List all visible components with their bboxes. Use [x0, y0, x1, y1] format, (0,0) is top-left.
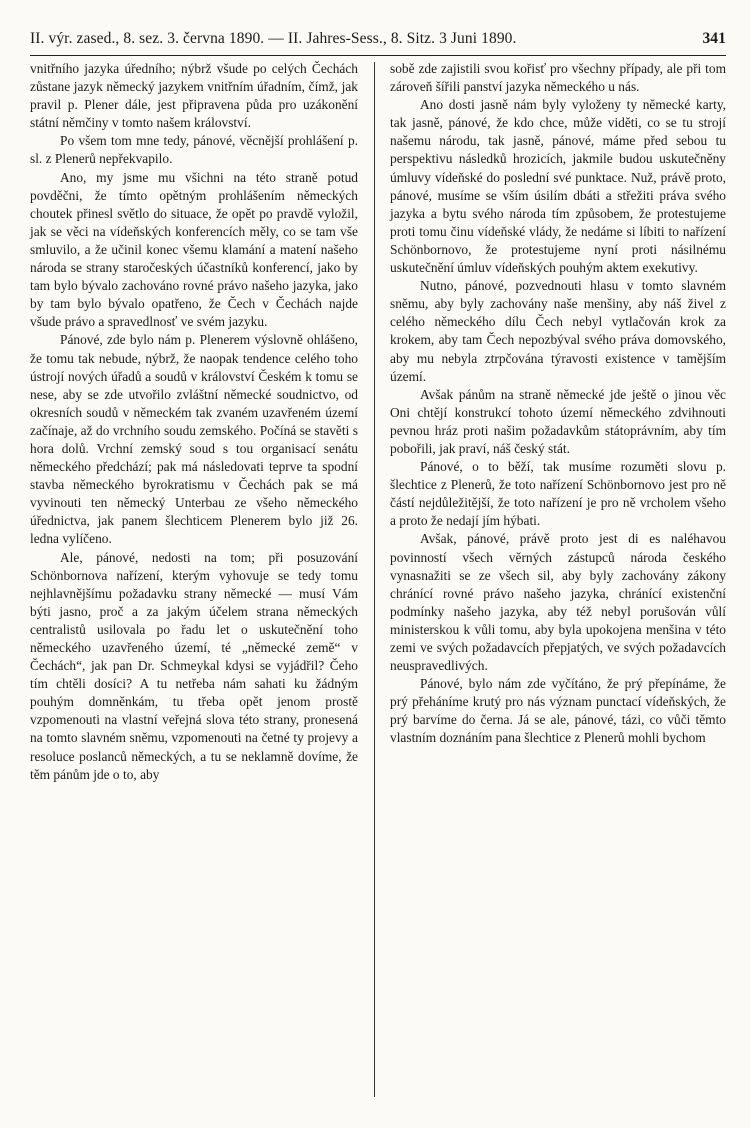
header-rule — [30, 55, 726, 56]
paragraph: Ano dosti jasně nám byly vyloženy ty německé karty, tak jasně, pánové, že kdo chce, může viděti, co se tu strojí našemu národu, tak jasně, pánové, máme před sebou tu perspektivu následků hrozicích, jakmile budou uskutečněny úmluvy vídeňské do poslední své punktace. Nuž, právě proto, pánové, musíme se vším úsilím dbáti a střežiti práva svého jazyka a bytu svého národa tím způsobem, že protestujeme proti tomu činu vídeňské vlády, že nedáme si líbiti to nařízení Schönbornovo, že protestujeme nyní proti násilnému uskutečnění úmluv vídeňských pouhým aktem exekutivy. — [390, 97, 726, 276]
right-column — [390, 60, 726, 748]
header-dash: — — [268, 30, 284, 47]
paragraph: Avšak pánům na straně německé jde ještě o jinou věc Oni chtějí konstrukcí tohoto území německého zdvihnouti pevnou hráz proti našim požadavkům státoprávním, aby tím pobořili, jak praví, náš český stát. — [390, 386, 726, 456]
header-czech-text: II. výr. zased., 8. sez. 3. června 1890. — [30, 30, 265, 47]
paragraph: Pánové, bylo nám zde vyčítáno, že prý přepínáme, že prý přeháníme krutý pro nás význam punctací vídeňských, že prý barvíme do černa. Já se ale, pánové, tázi, co vůči těmto vlastním doznáním pana šlechtice z Plenerů mohli bychom — [390, 676, 726, 746]
paragraph: sobě zde zajistili svou kořisť pro všechny případy, ale při tom zároveň šířili panství jazyka německého u nás. — [390, 61, 726, 95]
paragraph: vnitřního jazyka úředního; nýbrž všude po celých Čechách zůstane jazyk německý jazykem vnitřním úřadním, čímž, jak pravil p. Plener dále, jest připravena půda pro uzákonění státní němčiny v tomto našem království. — [30, 61, 358, 131]
paragraph: Avšak, pánové, právě proto jest di es naléhavou povinností všech věrných zástupců národa českého vynasnažiti se ze všech sil, aby byly zachovány zákony chránící rovné právo našeho jazyka, chránící existenční podmínky našeho jazyka, aby též nebyl porušován vůlí ministerskou k vůli tomu, aby byla upokojena menšina v této zemi ve svých požadavcích přepjatých, ve svých požadavcích neuspravedlivých. — [390, 531, 726, 674]
paragraph: Po všem tom mne tedy, pánové, věcnější prohlášení p. sl. z Plenerů nepřekvapilo. — [30, 133, 358, 167]
header-german-text: II. Jahres-Sess., 8. Sitz. 3 Juni 1890. — [287, 30, 517, 47]
column-divider — [374, 62, 375, 1097]
header-czech — [30, 30, 517, 48]
page-header — [30, 30, 726, 48]
paragraph: Ano, my jsme mu všichni na této straně potud povděčni, že tímto opětným prohlášením německých choutek přinesl světlo do situace, že opět po pravdě vyložil, jak se věci na vídeňských konferencích měly, co se tam vše smluvilo, a že učinil konec všemu klamání a matení našeho národa se strany staročeských účastníků konferencí, jako by tam bylo bývalo zachováno rovné právo našeho jazyka, jako by tam bylo bývalo opatřeno, že Čech v Čechách najde všude právo a spravedlnosť ve svém jazyku. — [30, 169, 358, 330]
text-columns — [30, 60, 726, 1100]
paragraph: Ale, pánové, nedosti na tom; při posuzování Schönbornova nařízení, kterým vyhovuje se tedy tomu nejhlavnějšímu požadavku strany německé — musí Vám býti jasno, proč a za jakým účelem strana německých centralistů usilovala po řadu let o uskutečnění toho německého uzavřeného území, té „německé země“ v Čechách“, jak pan Dr. Schmeykal kdysi se vyjádřil? Čeho tím chtěli dosíci? A tu netřeba nám sahati ku žádným pouhým domněnkám, tu třeba opět jenom prostě vzpomenouti na vlastní veřejná slova této strany, pronesená na tomto slavném sněmu, vzpomenouti na četné ty projevy a resoluce poslanců německých, a tu se neklamně dovíme, že těm pánům jde o to, aby — [30, 549, 358, 782]
page-number: 341 — [702, 30, 726, 47]
paragraph: Pánové, zde bylo nám p. Plenerem výslovně ohlášeno, že tomu tak nebude, nýbrž, že naopak tendence celého toho ústrojí nových úřadů a soudů v království Českém k tomu se nese, aby se zde utvořilo zvláštní německé soudnictvo, od okresních soudů v německém tak zvaném uzavřeném území začínaje, až do vrchního soudu zemského. Počíná se stavěti s hora dolů. Vrchní zemský soud s tou organisací senátu německého předchází; pak má následovati teprve ta spodní stavba německého byrokratismu v Čechách pak se má vyvinouti ten německý Unterbau ze všeho německého úřednictva, jak panem šlechticem Plenerem bylo již 26. ledna vylíčeno. — [30, 332, 358, 547]
paragraph: Nutno, pánové, pozvednouti hlasu v tomto slavném sněmu, aby byly zachovány naše menšiny, aby náš živel z celého německého dílu Čech nebyl vytlačován krok za krokem, aby tam Čech nepozbýval svého práva domovského, aby mu nebyla ztrpčována týravosti existence v tamějším území. — [390, 278, 726, 384]
left-column — [30, 60, 358, 784]
paragraph: Pánové, o to běží, tak musíme rozuměti slovu p. šlechtice z Plenerů, že toto nařízení Schönbornovo jest pro ně částí nejdůležitější, že toto nařízení je pro ně vrcholem všeho a proto že nedají jím hýbati. — [390, 459, 726, 529]
